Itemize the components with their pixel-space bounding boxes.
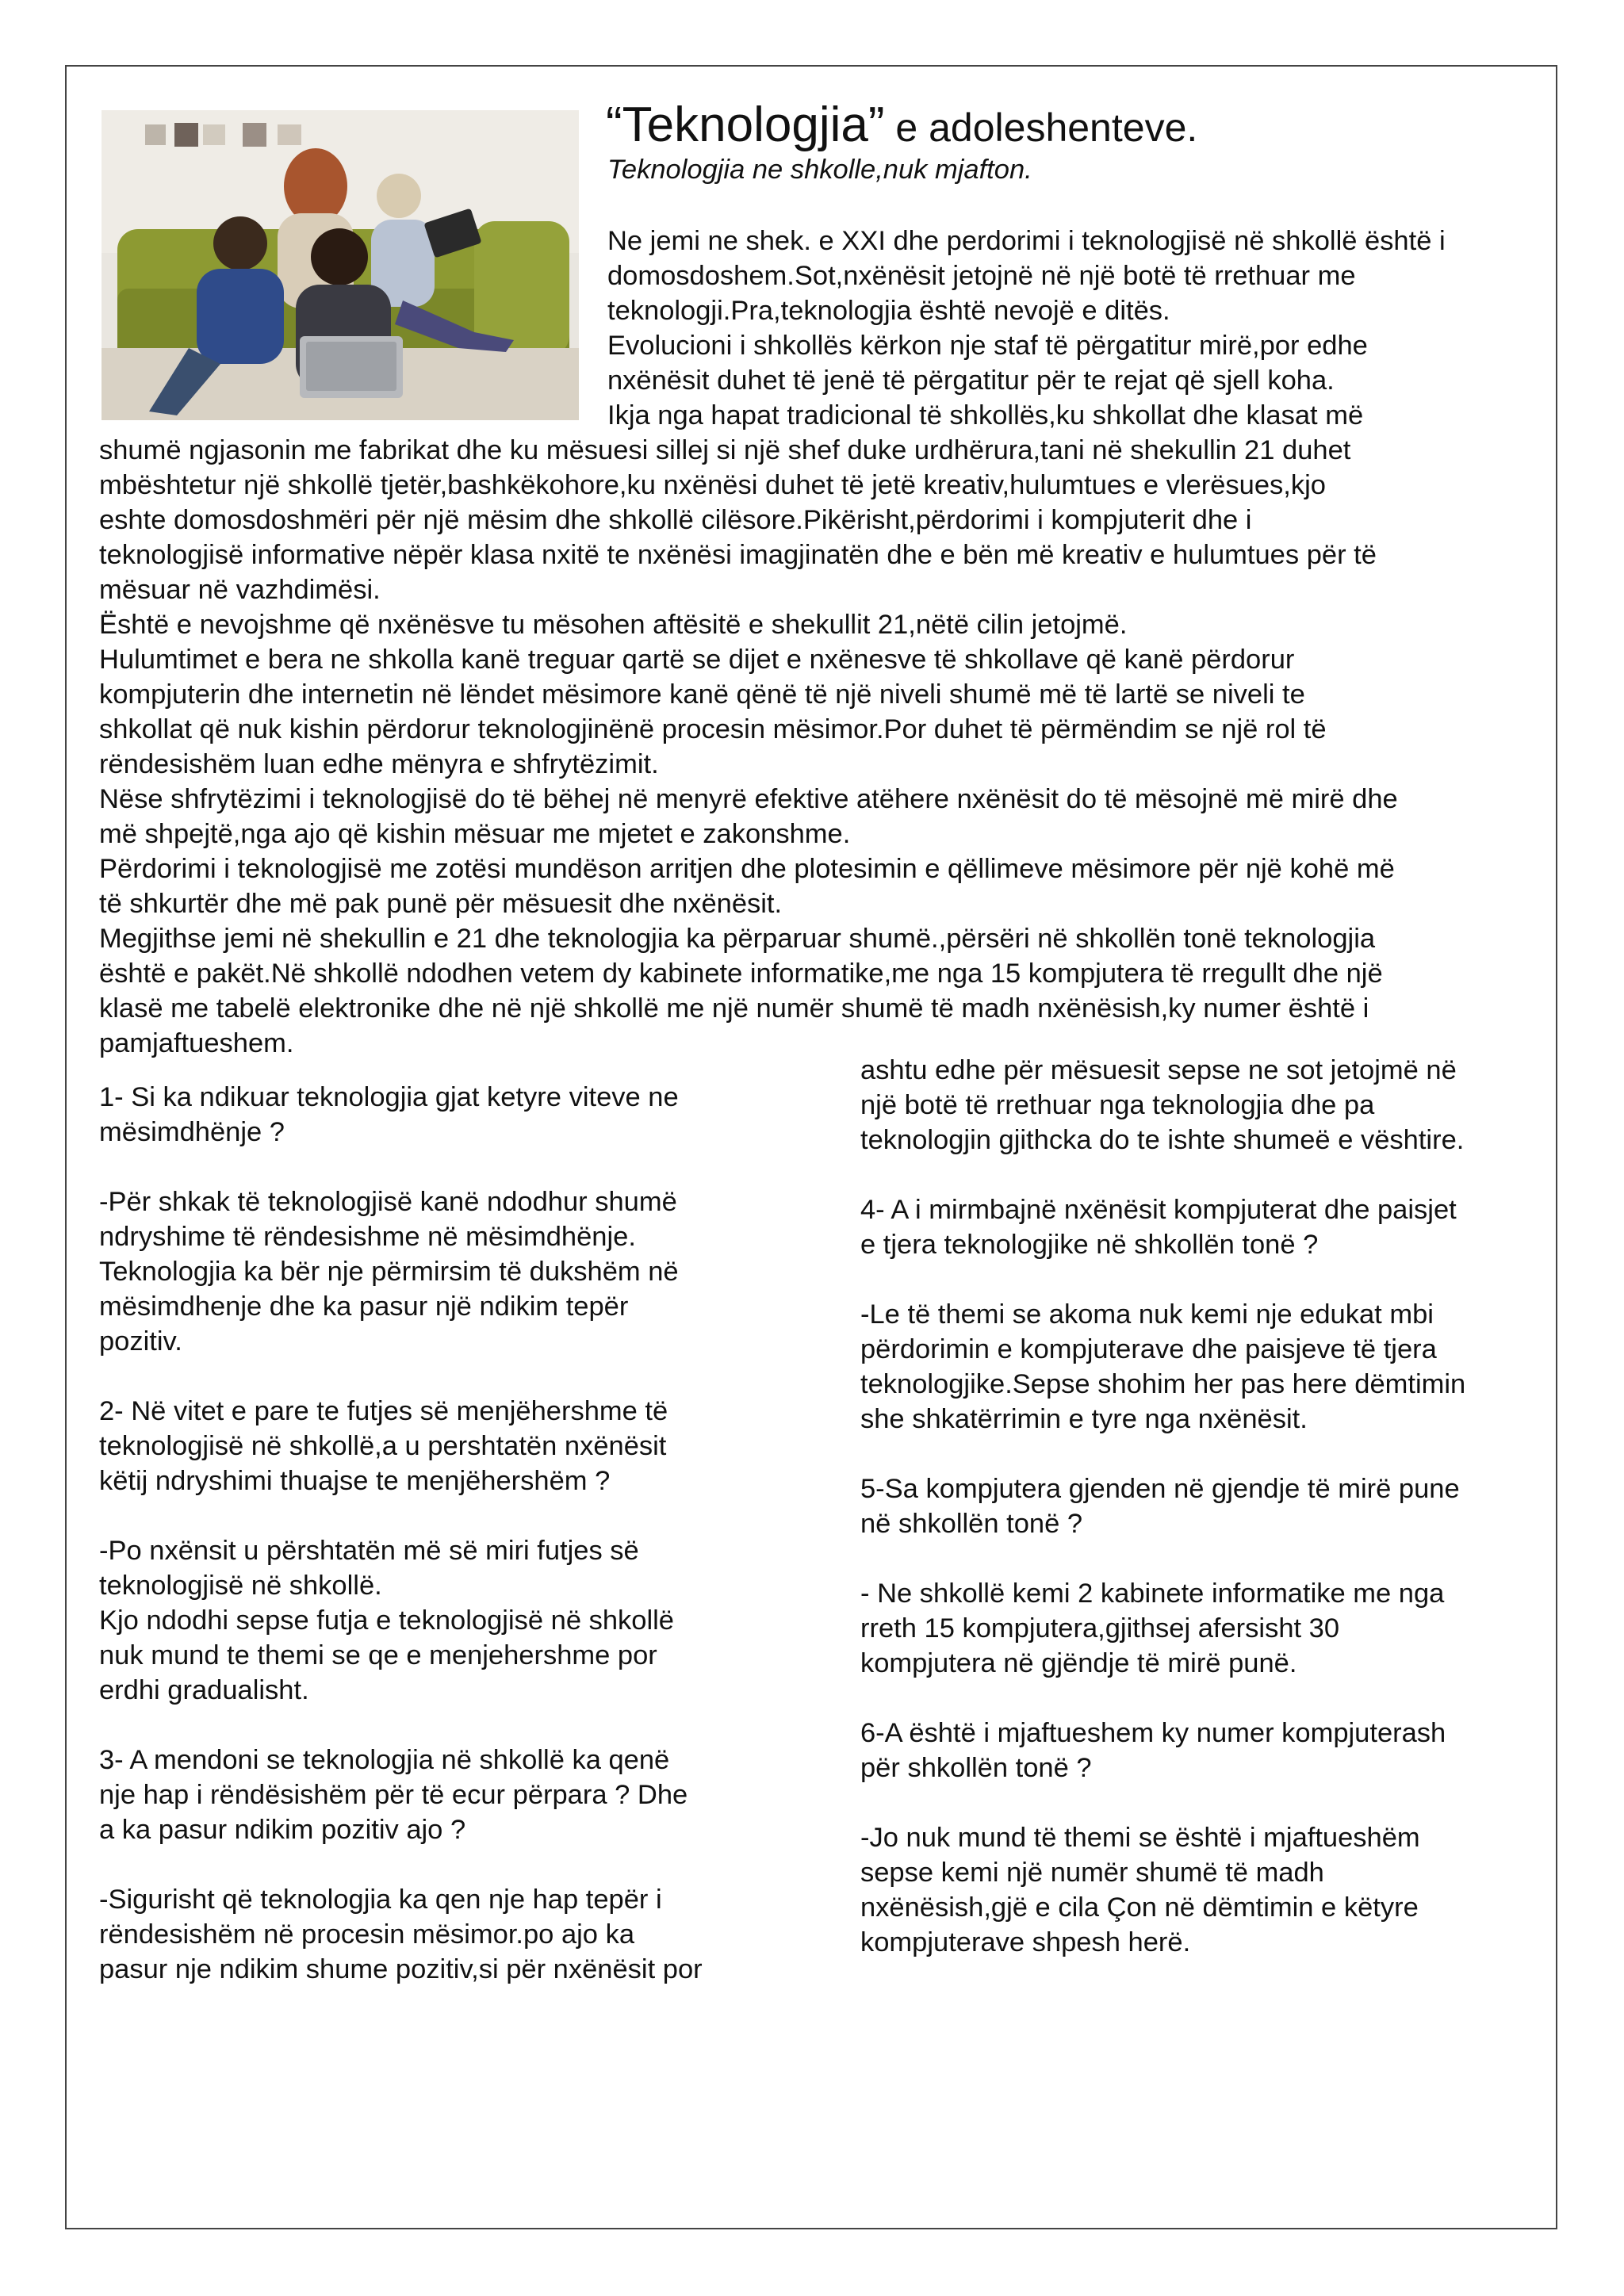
question-1: 1- Si ka ndikuar teknologjia gjat ketyre viteve ne mësimdhënje ? [99,1082,679,1147]
answer-6: -Jo nuk mund të themi se është i mjaftueshëm sepse kemi një numër shumë të madh nxënësish,gjë e cila Çon në dëmtimin e këtyre kompjuterave shpesh herë. [860,1823,1420,1957]
body-line: Është e nevojshme që nxënësve tu mësohen aftësitë e shekullit 21,nëtë cilin jetojmë. [99,610,1128,640]
title-rest: e adoleshenteve. [884,105,1198,150]
body-line: domosdoshem.Sot,nxënësit jetojnë në një botë të rrethuar me [607,261,1356,291]
answer-2: -Po nxënsit u përshtatën më së miri futjes së teknologjisë në shkollë. Kjo ndodhi sepse futja e teknologjisë në shkollë nuk mund te themi se qe e menjehershme por erdhi gradualisht. [99,1536,674,1705]
question-5: 5-Sa kompjutera gjenden në gjendje të mirë pune në shkollën tonë ? [860,1474,1460,1539]
body-line: shumë ngjasonin me fabrikat dhe ku mësuesi sillej si një shef duke urdhërura,tani në shekullin 21 duhet [99,435,1351,465]
intro-text-full-width [99,433,1534,1061]
article-subtitle: Teknologjia ne shkolle,nuk mjafton. [607,155,1032,185]
students-with-technology-photo [102,110,579,420]
body-line: Ikja nga hapat tradicional të shkollës,ku shkollat dhe klasat më [607,400,1364,430]
body-line: Megjithse jemi në shekullin e 21 dhe teknologjia ka përparuar shumë.,përsëri në shkollën tonë teknologjia [99,924,1376,954]
interview-left-column [99,1080,765,1987]
body-line: rëndesishëm luan edhe mënyra e shfrytëzimit. [99,749,659,779]
body-line: Ne jemi ne shek. e XXI dhe perdorimi i teknologjisë në shkollë është i [607,226,1446,256]
question-2: 2- Në vitet e pare te futjes së menjëhershme të teknologjisë në shkollë,a u pershtatën nxënësit këtij ndryshimi thuajse te menjëhershëm ? [99,1396,668,1496]
body-line: Evolucioni i shkollës kërkon nje staf të përgatitur mirë,por edhe [607,331,1368,361]
question-4: 4- A i mirmbajnë nxënësit kompjuterat dhe paisjet e tjera teknologjike në shkollën tonë ? [860,1195,1457,1260]
answer-3-start: -Sigurisht që teknologjia ka qen nje hap tepër i rëndesishëm në procesin mësimor.po ajo ka pasur nje ndikim shume pozitiv,si për nxënësit por [99,1885,703,1984]
intro-text-beside-photo [607,224,1535,433]
answer-3-continued: ashtu edhe për mësuesit sepse ne sot jetojmë në një botë të rrethuar nga teknologjia dhe pa teknologjin gjithcka do te ishte shumeë e vështire. [860,1055,1465,1155]
title-main: “Teknologjia” [606,98,885,152]
body-line: shkollat që nuk kishin përdorur teknologjinënë procesin mësimor.Por duhet të përmëndim se një rol të [99,714,1327,744]
body-line: kompjuterin dhe internetin në lëndet mësimore kanë qënë të një niveli shumë më të lartë se niveli te [99,679,1305,710]
body-line: Përdorimi i teknologjisë me zotësi mundëson arritjen dhe plotesimin e qëllimeve mësimore për një kohë më [99,854,1395,884]
answer-5: - Ne shkollë kemi 2 kabinete informatike me nga rreth 15 kompjutera,gjithsej afersisht 30 kompjutera në gjëndje të mirë punë. [860,1578,1445,1678]
body-line: eshte domosdoshmëri për një mësim dhe shkollë cilësore.Pikërisht,përdorimi i kompjuterit dhe i [99,505,1252,535]
body-line: teknologjisë informative nëpër klasa nxitë te nxënësi imagjinatën dhe e bën më kreativ e hulumtues për të [99,540,1377,570]
body-line: nxënësit duhet të jenë të përgatitur për te rejat që sjell koha. [607,365,1335,396]
body-line: teknologji.Pra,teknologjia është nevojë e ditës. [607,296,1170,326]
body-line: mbështetur një shkollë tjetër,bashkëkohore,ku nxënësi duhet të jetë kreativ,hulumtues e vlerësues,kjo [99,470,1326,500]
body-line: mësuar në vazhdimësi. [99,575,381,605]
body-line: është e pakët.Në shkollë ndodhen vetem dy kabinete informatike,me nga 15 kompjutera të rregullt dhe një [99,959,1383,989]
body-line: Hulumtimet e bera ne shkolla kanë treguar qartë se dijet e nxënesve të shkollave që kanë përdorur [99,645,1295,675]
body-line: më shpejtë,nga ajo që kishin mësuar me mjetet e zakonshme. [99,819,851,849]
body-line: pamjaftueshem. [99,1028,294,1058]
students-photo-illustration [102,110,579,420]
body-line: klasë me tabelë elektronike dhe në një shkollë me një numër shumë të madh nxënësish,ky numer është i [99,993,1369,1024]
body-line: të shkurtër dhe më pak punë për mësuesit dhe nxënësit. [99,889,783,919]
question-3: 3- A mendoni se teknologjia në shkollë ka qenë nje hap i rëndësishëm për të ecur përpara ? Dhe a ka pasur ndikim pozitiv ajo ? [99,1745,688,1845]
article-title [606,97,1197,153]
question-6: 6-A është i mjaftueshem ky numer kompjuterash për shkollën tonë ? [860,1718,1446,1783]
body-line: Nëse shfrytëzimi i teknologjisë do të bëhej në menyrë efektive atëhere nxënësit do të mësojnë më mirë dhe [99,784,1398,814]
interview-right-column [860,1053,1534,1960]
answer-4: -Le të themi se akoma nuk kemi nje edukat mbi përdorimin e kompjuterave dhe paisjeve të tjera teknologjike.Sepse shohim her pas here dëmtimin she shkatërrimin e tyre nga nxënësit. [860,1299,1466,1434]
answer-1: -Për shkak të teknologjisë kanë ndodhur shumë ndryshime të rëndesishme në mësimdhënje. Teknologjia ka bër nje përmirsim të dukshëm në mësimdhenje dhe ka pasur një ndikim tepër pozitiv. [99,1187,679,1357]
